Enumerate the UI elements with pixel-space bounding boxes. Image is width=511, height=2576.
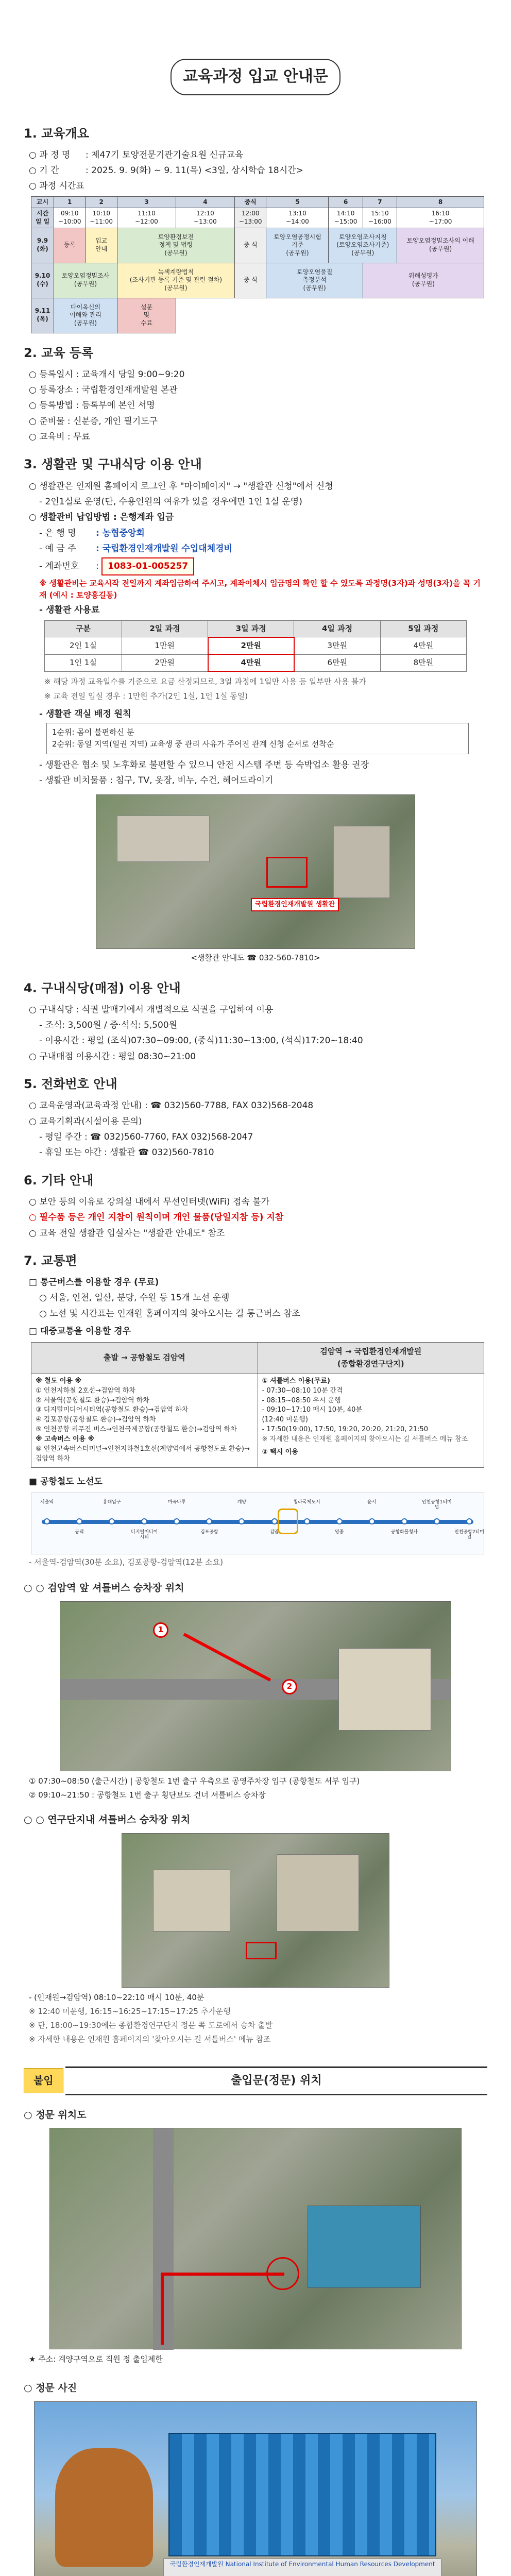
sched-cell-sub: (공무원)	[286, 249, 309, 257]
station-building	[338, 1648, 431, 1731]
pay-value: : 농협중앙회	[96, 528, 145, 538]
sched-cell: 입교 안내	[86, 228, 117, 263]
rail-station-dot	[401, 1518, 407, 1524]
sched-cell	[363, 263, 484, 298]
campus-stop-photo	[122, 1833, 389, 1988]
account-number: 1083-01-005257	[101, 557, 194, 575]
transport-left-line: ⑤ 인천공항 리무진 버스→인천국제공항(공항철도 환승)→검암역 하차	[36, 1426, 237, 1434]
sched-head: 1	[54, 196, 86, 208]
sched-head: 교시	[31, 196, 54, 208]
rail-station-label: 검암	[269, 1529, 279, 1535]
rail-station-label: 김포공항	[200, 1529, 218, 1535]
rail-station-dot	[141, 1518, 147, 1524]
period-row	[29, 164, 487, 177]
pay-row	[39, 527, 487, 540]
commute-item: ○ 서울, 인천, 일산, 분당, 수원 등 15개 노선 운행	[39, 1293, 230, 1303]
transport-right-line: ① 셔틀버스 이용(무료)	[262, 1377, 330, 1385]
section-5-heading: 5. 전화번호 안내	[24, 1077, 117, 1092]
gate-note: ★ 주소: 계양구역으로 직원 정 출입제한	[29, 2354, 163, 2364]
rail-station-dot	[271, 1518, 278, 1524]
transport-left-line: ※ 철도 이용 ※	[36, 1377, 82, 1385]
rail-station-label: 디지털미디어시티	[131, 1529, 158, 1540]
sched-cell-title: 토양오염정밀조사의 이해	[406, 237, 474, 245]
fee-cell: 8만원	[380, 654, 466, 671]
transport-col: 검암역 → 국립환경인재개발원 (종합환경연구단지)	[258, 1343, 484, 1374]
sched-time: 10:10 ~11:00	[86, 208, 117, 228]
rail-station-label: 운서	[367, 1499, 377, 1505]
rail-map	[31, 1493, 484, 1554]
rail-station-label: 마곡나루	[167, 1499, 186, 1505]
assign-box	[46, 723, 469, 754]
sched-cell-title: 다이옥신의 이해와 관리	[70, 303, 101, 319]
fee-col: 5일 과정	[380, 620, 466, 637]
pay-note: ※ 생활관비는 교육시작 전일까지 계좌입금하여 주시고, 계좌이체시 입금명의 확인 할 수 있도록 과정명(3자)과 성명(3자)을 꼭 기재 (예시 : 토양홍길동)	[39, 578, 481, 600]
sched-head: 중식	[234, 196, 266, 208]
sched-time: 시간 일 일	[31, 208, 54, 228]
rail-station-label: 영종	[334, 1529, 344, 1535]
sched-time: 12:00 ~13:00	[234, 208, 266, 228]
fee-col: 4일 과정	[294, 620, 380, 637]
transport-right-line: ② 택시 이용	[262, 1448, 298, 1456]
gate-photo-building	[168, 2433, 436, 2556]
fee-note: ※ 해당 과정 교육일수를 기준으로 요금 산정되므로, 3일 과정에 1일만 사용 등 일부만 사용 불가	[44, 677, 366, 687]
phone-item: - 휴일 또는 야간 : 생활관 ☎ 032)560-7810	[39, 1147, 214, 1158]
dorm-map-label: 국립환경인재개발원 생활관	[251, 898, 339, 911]
rail-station-label: 공덕	[75, 1529, 84, 1535]
transport-left-line: ③ 디지털미디어시티역(공항철도 환승)→검암역 하차	[36, 1406, 189, 1414]
gate-sign: 국립환경인재개발원 National Institute of Environmental Human Resources Development	[163, 2558, 441, 2576]
phone-item: - 평일 주간 : ☎ 032)560-7760, FAX 032)568-2047	[39, 1131, 253, 1142]
schedule-label: ○ 과정 시간표	[29, 181, 84, 192]
sched-head: 7	[363, 196, 397, 208]
sched-head: 2	[86, 196, 117, 208]
sched-cell-title: 토양오염물질 측정분석	[296, 268, 333, 284]
fee-cell: 2만원	[122, 654, 208, 671]
pay-key: - 은 행 명	[39, 528, 76, 538]
sched-lunch: 중 식	[234, 228, 266, 263]
campus-stop-marker	[246, 1942, 277, 1959]
sched-day: 9.10 (수)	[31, 263, 54, 298]
dorm-map-photo	[96, 794, 415, 949]
dorm-note: - 생활관은 협소 및 노후화로 불편할 수 있으니 안전 시스템 주변 등 숙박업소 활용 권장	[39, 759, 369, 770]
sched-cell-title: 토양오염조사지침 (토양오염조사기준)	[336, 233, 389, 249]
fee-note: ※ 교육 전일 입실 경우 : 1만원 추가(2인 1실, 1인 1실 동일)	[44, 691, 248, 701]
transport-option-2: □ 대중교통을 이용할 경우	[29, 1326, 131, 1337]
period-key: ○ 기 간	[29, 165, 59, 176]
schedule-table	[31, 196, 484, 333]
campus-building	[153, 1870, 230, 1931]
route-arrow	[183, 1633, 271, 1681]
sched-head: 8	[397, 196, 484, 208]
dorm-highlight	[266, 857, 308, 888]
sched-cell-sub: (공무원)	[74, 319, 97, 327]
sched-cell-sub: (공무원)	[351, 249, 374, 257]
gate-route	[161, 2273, 284, 2276]
assign-item: 2순위: 동일 지역(일권 지역) 교육생 중 관리 사유가 주어진 관계 신청 순서로 선착순	[52, 739, 334, 749]
registration-item: ○ 등록장소 : 국립환경인재개발원 본관	[29, 383, 487, 397]
rail-station-label: 홍대입구	[103, 1499, 121, 1505]
sched-cell-title: 토양오염정밀조사	[61, 272, 110, 280]
fee-table	[44, 620, 467, 672]
sched-cell-title: 토양오염공정시험 기준	[274, 233, 321, 249]
etc-item: ○ 교육 전일 생활관 입실자는 "생활관 안내도" 참조	[29, 1228, 225, 1239]
sched-cell	[329, 228, 397, 263]
sched-time: 13:10 ~14:00	[266, 208, 329, 228]
cafeteria-item: - 이용시간 : 평일 (조식)07:30~09:00, (중식)11:30~13:00, (석식)17:20~18:40	[39, 1036, 363, 1046]
gate-route	[161, 2273, 164, 2345]
sched-cell-sub: (공무원)	[303, 284, 326, 292]
rail-station-dot	[44, 1518, 50, 1524]
rail-map-head: ■ 공항철도 노선도	[29, 1476, 103, 1487]
sched-cell-sub: (공무원)	[412, 280, 435, 287]
page-title: 교육과정 입교 안내문	[171, 59, 340, 95]
fee-cell: 6만원	[294, 654, 380, 671]
section-3-heading: 3. 생활관 및 구내식당 이용 안내	[24, 457, 202, 472]
phone-item: ○ 교육운영과(교육과정 안내) : ☎ 032)560-7788, FAX 032)568-2048	[29, 1100, 314, 1111]
pay-value: : 국립환경인재개발원 수입대체경비	[96, 543, 232, 554]
phone-item: ○ 교육기획과(시설이용 문의)	[29, 1116, 142, 1127]
section-2-heading: 2. 교육 등록	[24, 345, 94, 360]
appendix-tag: 붙임	[24, 2068, 63, 2093]
sched-cell	[117, 228, 234, 263]
rail-station-label: 인천공항1터미널	[421, 1499, 452, 1510]
shuttle-stop-photo	[60, 1601, 451, 1771]
shuttle-stop-head: ○ ○ 검암역 앞 셔틀버스 승차장 위치	[24, 1581, 487, 1596]
pay-key: - 계좌번호	[39, 561, 79, 572]
sched-day: 9.9 (화)	[31, 228, 54, 263]
sched-cell	[266, 228, 329, 263]
sched-cell	[117, 263, 234, 298]
cafeteria-item: - 조식: 3,500원 / 중·석식: 5,500원	[39, 1020, 178, 1031]
fee-col: 구분	[45, 620, 122, 637]
dorm-map-caption: <생활관 안내도 ☎ 032-560-7810>	[191, 953, 320, 963]
stop-marker-1: 1	[153, 1622, 168, 1638]
fee-head: - 생활관 사용료	[39, 605, 100, 616]
etc-item: ○ 필수품 등은 개인 지참이 원칙이며 개인 물품(당일지참 등) 지참	[29, 1212, 284, 1223]
rail-station-label: 청라국제도시	[293, 1499, 320, 1505]
gate-photo-tree	[55, 2448, 153, 2567]
fee-cell: 1만원	[122, 637, 208, 654]
assign-item: 1순위: 몸이 불편하신 분	[52, 727, 134, 737]
rail-station-label: 인천공항2터미널	[454, 1529, 484, 1540]
fee-cell: 4만원	[380, 637, 466, 654]
sched-time: 14:10 ~15:00	[329, 208, 363, 228]
cafeteria-item: ○ 구내식당 : 식권 발매기에서 개별적으로 식권을 구입하여 이용	[29, 1003, 487, 1016]
transport-col: 출발 → 공항철도 검암역	[31, 1343, 258, 1374]
sched-cell-sub: (공무원)	[164, 284, 188, 292]
transport-left-line: ① 인천지하철 2호선→검암역 하차	[36, 1386, 135, 1395]
campus-stop-head: ○ ○ 연구단지내 셔틀버스 승차장 위치	[24, 1812, 487, 1827]
fee-col: 2일 과정	[122, 620, 208, 637]
rail-station-dot	[434, 1518, 440, 1524]
sched-lunch: 중 식	[234, 263, 266, 298]
campus-building	[277, 1854, 359, 1931]
fee-cell: 1인 1실	[45, 654, 122, 671]
sched-cell	[54, 263, 117, 298]
campus-note: ※ 단, 18:00~19:30에는 종합환경연구단지 정문 쪽 도로에서 승차 출발	[29, 2021, 273, 2030]
pay-row: - 계좌번호 : 1083-01-005257	[39, 557, 487, 575]
transport-right-line: - 09:10~17:10 매시 10분, 40분	[262, 1406, 362, 1414]
transport-option-1: □ 통근버스를 이용할 경우 (무료)	[29, 1277, 159, 1288]
campus-note: ※ 자세한 내용은 인재원 홈페이지의 '찾아오시는 길 셔틀버스' 메뉴 참조	[29, 2035, 271, 2044]
sched-time: 11:10 ~12:00	[117, 208, 176, 228]
transport-right-line: - 17:50(19:00), 17:50, 19:20, 20:20, 21:20, 21:50	[262, 1426, 429, 1434]
section-1-heading: 1. 교육개요	[24, 126, 89, 141]
appendix-title: 출입문(정문) 위치	[65, 2066, 487, 2095]
transport-left-line: ② 서울역(공항철도 환승)→검암역 하차	[36, 1396, 149, 1404]
sched-time: 15:10 ~16:00	[363, 208, 397, 228]
gate-map-photo	[49, 2128, 462, 2349]
dorm-note: - 생활관 비치물품 : 침구, TV, 옷장, 비누, 수건, 헤어드라이기	[39, 775, 274, 786]
sched-time: 09:10 ~10:00	[54, 208, 86, 228]
period-value: : 2025. 9. 9(화) ~ 9. 11(목) <3일, 상시학습 18시간>	[86, 165, 303, 176]
sched-head: 5	[266, 196, 329, 208]
sched-head: 3	[117, 196, 176, 208]
campus-note: - (인재원→검암역) 08:10~22:10 매시 10분, 40분	[29, 1992, 205, 2002]
gate-map-head: ○ 정문 위치도	[24, 2108, 487, 2123]
fee-cell: 2만원	[208, 637, 294, 654]
section-6-heading: 6. 기타 안내	[24, 1173, 94, 1188]
etc-item: ○ 보안 등의 이유로 강의실 내에서 무선인터넷(WiFi) 접속 불가	[29, 1196, 270, 1207]
assign-head: - 생활관 객실 배정 원칙	[39, 708, 131, 719]
commute-item: ○ 노선 및 시간표는 인재원 홈페이지의 찾아오시는 길 통근버스 참조	[39, 1308, 300, 1319]
course-name-value: : 제47기 토양전문기관기술요원 신규교육	[86, 149, 244, 160]
fee-cell: 3만원	[294, 637, 380, 654]
rail-station-dot	[109, 1518, 115, 1524]
rail-station-dot	[466, 1518, 472, 1524]
transport-left-line: ⑥ 인천고속버스터미널→인천지하철1호선(계양역에서 공항철도로 환승)→검암역 하차	[36, 1445, 250, 1463]
rail-line	[42, 1520, 473, 1524]
gate-photo-head: ○ 정문 사진	[24, 2381, 487, 2396]
transport-table	[31, 1342, 484, 1467]
rail-station-dot	[336, 1518, 343, 1524]
rail-station-dot	[76, 1518, 82, 1524]
fee-cell: 4만원	[208, 654, 294, 671]
gate-marker	[266, 2257, 299, 2290]
sched-empty	[176, 298, 484, 333]
rail-station-dot	[304, 1518, 310, 1524]
dorm-intro: ○ 생활관은 인재원 홈페이지 로그인 후 "마이페이지" → "생활관 신청"에서 신청	[29, 480, 487, 493]
pay-row	[39, 542, 487, 555]
section-7-heading: 7. 교통편	[24, 1253, 77, 1268]
sched-cell: 설문 및 수료	[117, 298, 176, 333]
fee-col: 3일 과정	[208, 620, 294, 637]
sched-time: 16:10 ~17:00	[397, 208, 484, 228]
registration-item: ○ 교육비 : 무료	[29, 430, 487, 444]
gate-photo	[34, 2401, 477, 2576]
fee-cell: 2인 1실	[45, 637, 122, 654]
sched-cell	[266, 263, 363, 298]
course-name-key: ○ 과 정 명	[29, 149, 71, 160]
gate-building	[308, 2206, 421, 2288]
sched-head: 4	[176, 196, 234, 208]
sched-head: 6	[329, 196, 363, 208]
sched-cell-sub: (공무원)	[74, 280, 97, 287]
section-4-heading: 4. 구내식당(매점) 이용 안내	[24, 980, 181, 995]
registration-item: ○ 등록일시 : 교육개시 당일 9:00~9:20	[29, 368, 487, 381]
geomam-highlight	[278, 1509, 298, 1534]
sched-cell	[54, 298, 117, 333]
transport-left-line: ※ 고속버스 이용 ※	[36, 1435, 95, 1443]
sched-cell-title: 녹색계량법칙 (조사기관 등록 기준 및 관련 절차)	[129, 268, 223, 284]
transport-left-line: ④ 김포공항(공항철도 환승)→검암역 하차	[36, 1416, 156, 1424]
rail-station-dot	[369, 1518, 375, 1524]
registration-item: ○ 등록방법 : 등록부에 본인 서명	[29, 399, 487, 412]
sched-cell-title: 토양환경보전 정책 및 법령	[158, 233, 194, 249]
transport-right-line: - 08:15~08:50 우시 운행	[262, 1396, 341, 1404]
sched-time: 12:10 ~13:00	[176, 208, 234, 228]
dorm-intro-2: - 2인1실로 운영(단, 수용인원의 여유가 있을 경우에만 1인 1실 운영)	[39, 496, 302, 507]
sched-cell-sub: (공무원)	[164, 249, 188, 257]
cafeteria-item: ○ 구내매점 이용시간 : 평일 08:30~21:00	[29, 1050, 487, 1063]
transport-right	[258, 1373, 484, 1467]
sched-cell	[397, 228, 484, 263]
stop-marker-2: 2	[282, 1679, 297, 1694]
shuttle-note: ① 07:30~08:50 (출근시간) | 공항철도 1번 출구 우측으로 공영주차장 입구 (공항철도 서부 입구)	[29, 1776, 360, 1786]
sched-cell-title: 위해성평가	[408, 272, 438, 280]
transport-left	[31, 1373, 258, 1467]
registration-item: ○ 준비물 : 신분증, 개인 필기도구	[29, 415, 487, 428]
rail-station-label: 공항화물청사	[390, 1529, 418, 1535]
rail-station-label: 계양	[237, 1499, 247, 1505]
appendix-band	[24, 2066, 487, 2095]
course-name-row	[29, 148, 487, 162]
rail-station-label: 서울역	[40, 1499, 54, 1505]
shuttle-note: ② 09:10~21:50 : 공항철도 1번 출구 횡단보도 건너 셔틀버스 승차장	[29, 1790, 266, 1800]
transport-right-line: ※ 자세한 내용은 인재원 홈페이지의 찾아오시는 길 셔틀버스 메뉴 참조	[262, 1435, 468, 1443]
building	[117, 816, 210, 862]
rail-note: - 서울역-검암역(30분 소요), 김포공항-검암역(12분 소요)	[29, 1557, 223, 1567]
transport-right-line: - 07:30~08:10 10분 간격	[262, 1386, 343, 1395]
building	[333, 826, 390, 898]
pay-key: - 예 금 주	[39, 543, 76, 554]
sched-day: 9.11 (목)	[31, 298, 54, 333]
dorm-pay-head: ○ 생활관비 납입방법 : 은행계좌 입금	[29, 512, 174, 523]
campus-note: ※ 12:40 미운행, 16:15~16:25~17:15~17:25 추가운행	[29, 2006, 231, 2016]
sched-cell-sub: (공무원)	[429, 245, 452, 252]
transport-right-line: (12:40 미운행)	[262, 1416, 308, 1424]
sched-cell: 등록	[54, 228, 86, 263]
